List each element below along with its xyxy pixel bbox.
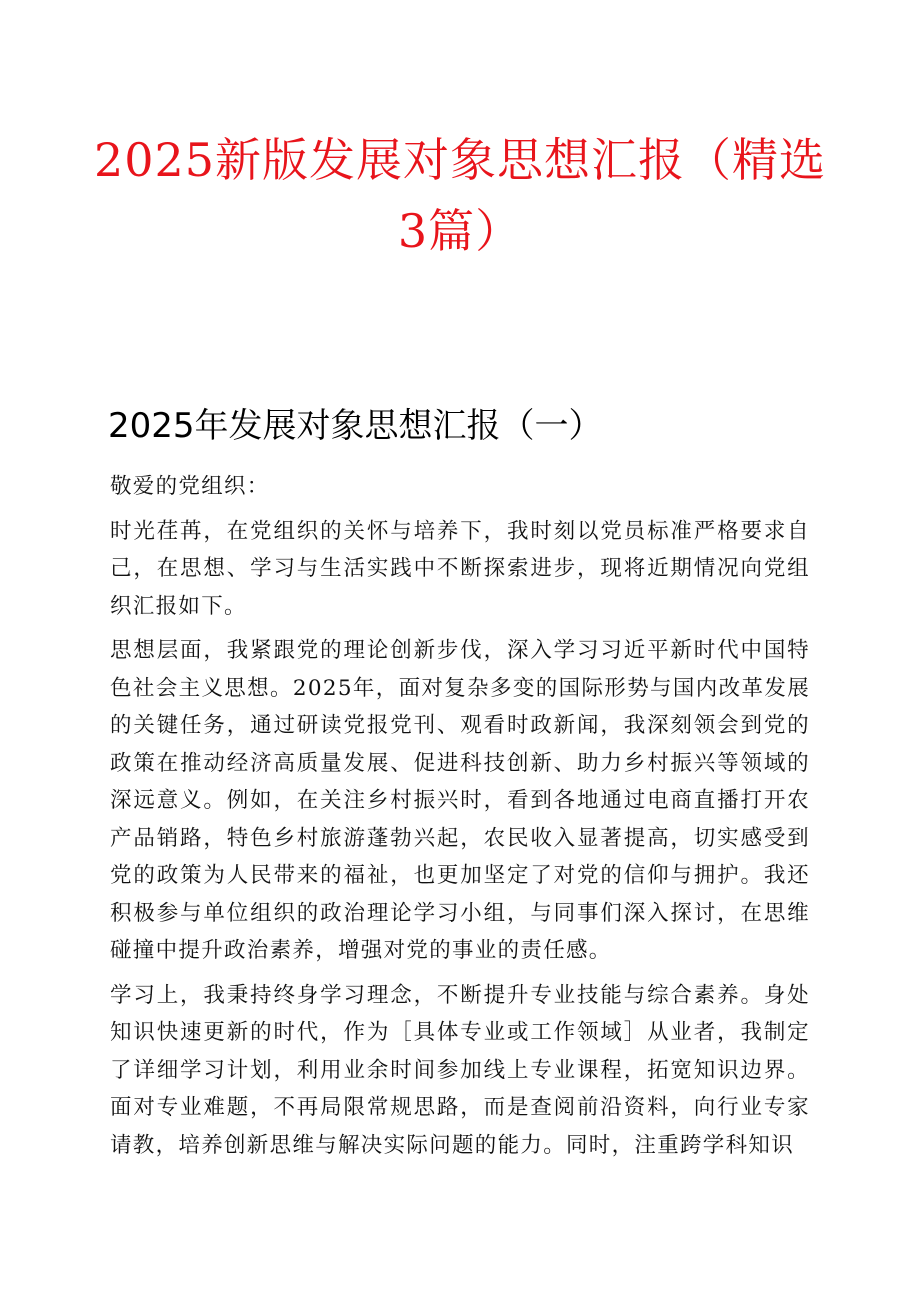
paragraph-intro: 时光荏苒，在党组织的关怀与培养下，我时刻以党员标准严格要求自己，在思想、学习与生活实践中不断探索进步，现将近期情况向党组织汇报如下。 (110, 518, 810, 619)
section-heading: 2025年发展对象思想汇报（一） (108, 406, 603, 446)
paragraph-thought: 思想层面，我紧跟党的理论创新步伐，深入学习习近平新时代中国特色社会主义思想。2025年，面对复杂多变的国际形势与国内改革发展的关键任务，通过研读党报党刊、观看时政新闻，我深刻领会到党的政策在推动经济高质量发展、促进科技创新、助力乡村振兴等领域的深远意义。例如，在关注乡村振兴时，看到各地通过电商直播打开农产品销路，特色乡村旅游蓬勃兴起，农民收入显著提高，切实感受到党的政策为人民带来的福祉，也更加坚定了对党的信仰与拥护。我还积极参与单位组织的政治理论学习小组，与同事们深入探讨，在思维碰撞中提升政治素养，增强对党的事业的责任感。 (110, 638, 810, 963)
document-body (110, 468, 810, 1171)
salutation: 敬爱的党组织： (110, 474, 270, 499)
document-title: 2025新版发展对象思想汇报（精选3篇） (93, 133, 827, 258)
paragraph-study: 学习上，我秉持终身学习理念，不断提升专业技能与综合素养。身处知识快速更新的时代，作为［具体专业或工作领域］从业者，我制定了详细学习计划，利用业余时间参加线上专业课程，拓宽知识边界。面对专业难题，不再局限常规思路，而是查阅前沿资料，向行业专家请教，培养创新思维与解决实际问题的能力。同时，注重跨学科知识 (110, 982, 810, 1158)
